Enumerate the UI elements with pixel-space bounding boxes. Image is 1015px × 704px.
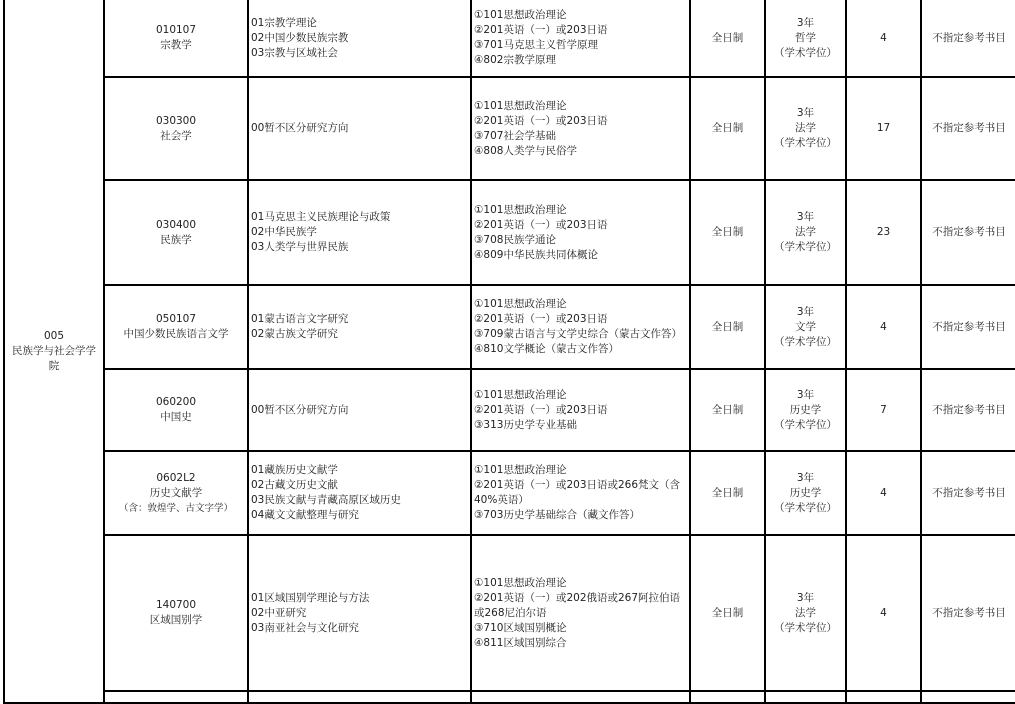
directions-cell [248, 77, 471, 180]
major-cell [104, 535, 248, 691]
study-years: 3年 [796, 591, 815, 604]
study-years: 3年 [796, 305, 815, 318]
exam-item: ①101思想政治理论 [474, 9, 567, 21]
major-name: 中国史 [160, 411, 192, 423]
table-row [4, 0, 1015, 77]
study-mode: 全日制 [690, 180, 765, 285]
exam-item: ③703历史学基础综合（藏文作答） [474, 509, 640, 521]
table-row [4, 535, 1015, 691]
exam-item: ①101思想政治理论 [474, 203, 567, 216]
degree-name: 法学 [795, 606, 816, 619]
study-mode: 全日制 [690, 451, 765, 535]
exams-cell [471, 77, 690, 180]
exams-cell [471, 0, 690, 77]
degree-cell [765, 77, 846, 180]
study-years: 3年 [796, 388, 815, 401]
direction-item: 01马克思主义民族理论与政策 [251, 211, 391, 223]
major-name: 历史文献学 [149, 486, 203, 499]
exam-item: ①101思想政治理论 [474, 576, 567, 589]
degree-type: （学术学位） [774, 241, 837, 253]
empty-cell [690, 691, 765, 703]
quota: 4 [846, 0, 921, 77]
empty-cell [104, 691, 248, 703]
major-name: 中国少数民族语言文学 [123, 328, 229, 340]
degree-cell [765, 535, 846, 691]
direction-item: 01宗教学理论 [251, 16, 317, 29]
exams-cell [471, 285, 690, 369]
reference-books: 不指定参考书目 [921, 535, 1015, 691]
empty-cell [248, 691, 471, 703]
major-code: 030400 [155, 218, 197, 231]
exam-item: ④811区域国别综合 [474, 636, 567, 649]
exam-item: ①101思想政治理论 [474, 464, 567, 476]
empty-cell [921, 691, 1015, 703]
major-cell [104, 369, 248, 451]
table-row [4, 691, 1015, 703]
degree-name: 哲学 [795, 31, 816, 44]
empty-cell [471, 691, 690, 703]
major-name: 宗教学 [160, 39, 192, 51]
direction-item: 01蒙古语言文字研究 [251, 313, 349, 325]
direction-item: 03人类学与世界民族 [251, 241, 349, 253]
degree-type: （学术学位） [774, 501, 837, 514]
study-years: 3年 [796, 471, 815, 484]
exam-item: ①101思想政治理论 [474, 298, 567, 310]
major-note: （含：敦煌学、古文字学） [118, 502, 233, 514]
study-years: 3年 [796, 107, 815, 119]
study-mode: 全日制 [690, 369, 765, 451]
major-code: 140700 [155, 599, 197, 611]
degree-cell [765, 451, 846, 535]
reference-books: 不指定参考书目 [921, 451, 1015, 535]
exam-item: ②201英语（一）或203日语 [474, 403, 608, 416]
major-code: 010107 [155, 24, 197, 36]
direction-item: 03南亚社会与文化研究 [251, 621, 359, 634]
directions-cell [248, 0, 471, 77]
degree-name: 法学 [795, 226, 816, 238]
direction-item: 01藏族历史文献学 [251, 464, 338, 476]
exam-item: ③709蒙古语言与文学史综合（蒙古文作答） [474, 328, 682, 340]
direction-item: 01区域国别学理论与方法 [251, 591, 370, 604]
exam-item: ②201英语（一）或202俄语或267阿拉伯语或268尼泊尔语 [474, 591, 681, 619]
table-row [4, 285, 1015, 369]
exam-item: ④809中华民族共同体概论 [474, 248, 598, 261]
direction-item: 02中国少数民族宗教 [251, 31, 349, 44]
direction-item: 00暂不区分研究方向 [251, 122, 349, 134]
major-cell [104, 77, 248, 180]
exam-item: ②201英语（一）或203日语或266梵文（含40%英语） [474, 479, 681, 506]
exam-item: ②201英语（一）或203日语 [474, 218, 608, 231]
college-cell [4, 0, 104, 703]
study-mode: 全日制 [690, 0, 765, 77]
directions-cell [248, 451, 471, 535]
empty-cell [765, 691, 846, 703]
direction-item: 03宗教与区域社会 [251, 46, 338, 59]
quota: 4 [846, 285, 921, 369]
reference-books: 不指定参考书目 [921, 285, 1015, 369]
table-row [4, 451, 1015, 535]
degree-cell [765, 285, 846, 369]
reference-books: 不指定参考书目 [921, 77, 1015, 180]
exams-cell [471, 369, 690, 451]
direction-item: 03民族文献与青藏高原区域历史 [251, 494, 401, 506]
college-code: 005 [43, 329, 65, 342]
major-name: 民族学 [160, 233, 192, 246]
exam-item: ③710区域国别概论 [474, 621, 567, 634]
direction-item: 00暂不区分研究方向 [251, 403, 349, 416]
table-row [4, 180, 1015, 285]
exam-item: ③313历史学专业基础 [474, 418, 577, 431]
reference-books: 不指定参考书目 [921, 369, 1015, 451]
major-code: 0602L2 [156, 471, 196, 484]
degree-cell [765, 0, 846, 77]
major-code: 030300 [155, 114, 197, 127]
degree-cell [765, 369, 846, 451]
degree-name: 历史学 [789, 486, 822, 499]
direction-item: 02蒙古族文学研究 [251, 328, 338, 340]
study-mode: 全日制 [690, 285, 765, 369]
exams-cell [471, 180, 690, 285]
major-name: 区域国别学 [149, 614, 203, 626]
degree-name: 法学 [795, 122, 816, 134]
quota: 17 [846, 77, 921, 180]
direction-item: 02中亚研究 [251, 606, 307, 619]
exam-item: ③701马克思主义哲学原理 [474, 39, 598, 51]
degree-type: （学术学位） [774, 137, 837, 149]
study-years: 3年 [796, 16, 815, 29]
direction-item: 02中华民族学 [251, 226, 317, 238]
college-name: 民族学与社会学学院 [12, 344, 96, 372]
major-cell [104, 451, 248, 535]
study-years: 3年 [796, 211, 815, 223]
degree-type: （学术学位） [774, 46, 837, 59]
direction-item: 02古藏文历史文献 [251, 479, 338, 491]
direction-item: 04藏文文献整理与研究 [251, 509, 359, 521]
exam-item: ④808人类学与民俗学 [474, 144, 577, 157]
major-code: 050107 [155, 313, 197, 325]
quota: 4 [846, 451, 921, 535]
degree-type: （学术学位） [774, 621, 837, 634]
exam-item: ②201英语（一）或203日语 [474, 313, 608, 325]
empty-cell [846, 691, 921, 703]
quota: 4 [846, 535, 921, 691]
degree-name: 历史学 [789, 403, 822, 416]
degree-type: （学术学位） [774, 418, 837, 431]
degree-cell [765, 180, 846, 285]
major-cell [104, 285, 248, 369]
directions-cell [248, 285, 471, 369]
exam-item: ③708民族学通论 [474, 233, 556, 246]
table-row [4, 77, 1015, 180]
exam-item: ③707社会学基础 [474, 129, 556, 142]
directions-cell [248, 180, 471, 285]
major-cell [104, 180, 248, 285]
exam-item: ②201英语（一）或203日语 [474, 114, 608, 127]
degree-type: （学术学位） [774, 335, 837, 348]
exam-item: ①101思想政治理论 [474, 388, 567, 401]
major-name: 社会学 [160, 129, 192, 142]
study-mode: 全日制 [690, 77, 765, 180]
exams-cell [471, 535, 690, 691]
quota: 23 [846, 180, 921, 285]
program-table [3, 0, 1015, 704]
major-cell [104, 0, 248, 77]
study-mode: 全日制 [690, 535, 765, 691]
reference-books: 不指定参考书目 [921, 0, 1015, 77]
exam-item: ④810文学概论（蒙古文作答） [474, 343, 619, 355]
table-row [4, 369, 1015, 451]
exams-cell [471, 451, 690, 535]
quota: 7 [846, 369, 921, 451]
directions-cell [248, 369, 471, 451]
exam-item: ②201英语（一）或203日语 [474, 24, 608, 36]
major-code: 060200 [155, 396, 197, 408]
directions-cell [248, 535, 471, 691]
degree-name: 文学 [795, 320, 816, 333]
exam-item: ④802宗教学原理 [474, 54, 556, 66]
reference-books: 不指定参考书目 [921, 180, 1015, 285]
exam-item: ①101思想政治理论 [474, 99, 567, 112]
